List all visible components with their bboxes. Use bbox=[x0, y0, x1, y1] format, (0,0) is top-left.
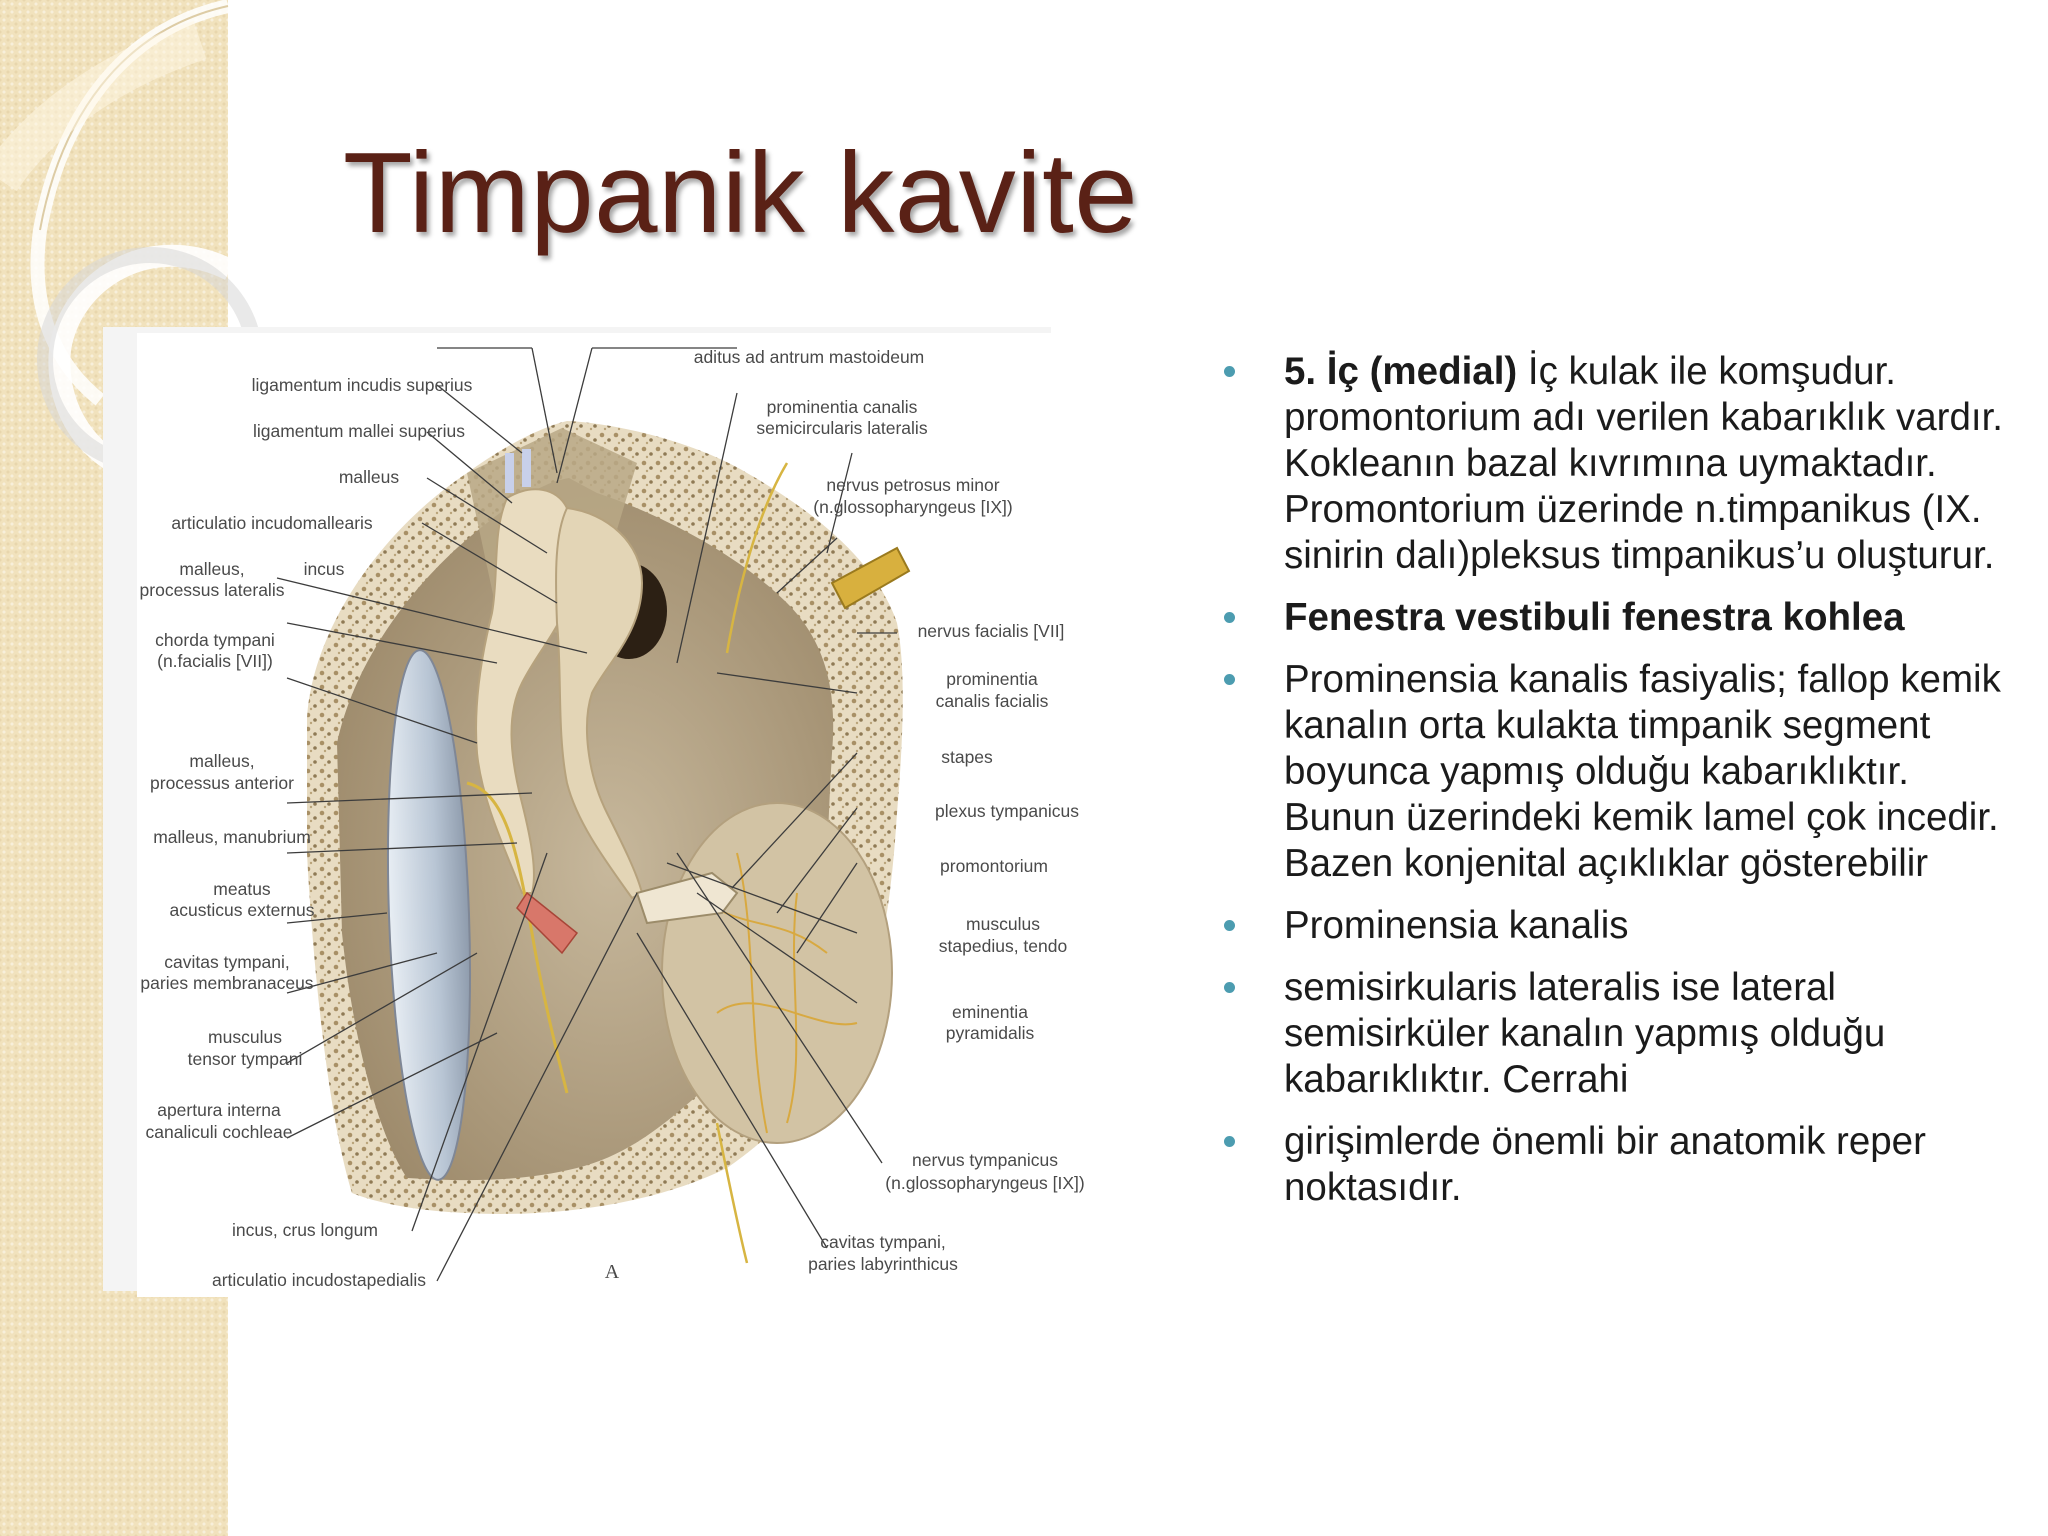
label-eminentia-1: eminentia bbox=[952, 1002, 1028, 1022]
label-crus-longum: incus, crus longum bbox=[232, 1220, 378, 1240]
label-cav-lab-1: cavitas tympani, bbox=[820, 1232, 946, 1252]
bullet-dot-icon bbox=[1224, 920, 1235, 931]
bullet-item bbox=[1222, 965, 2014, 1103]
label-malleus-ant-2: processus anterior bbox=[150, 773, 294, 793]
bullet-text: semisirkularis lateralis ise lateral semisirküler kanalın yapmış olduğu kabarıklıktır. Cerrahi bbox=[1284, 966, 1886, 1101]
bullet-dot-icon bbox=[1224, 674, 1235, 685]
bullet-item bbox=[1222, 657, 2014, 887]
bullet-list bbox=[1222, 349, 2014, 1227]
label-art-incudomall: articulatio incudomallearis bbox=[171, 513, 373, 533]
label-lig-incudis: ligamentum incudis superius bbox=[251, 375, 473, 395]
label-stapes: stapes bbox=[941, 747, 993, 767]
label-incus: incus bbox=[303, 559, 345, 579]
bullet-dot-icon bbox=[1224, 1136, 1235, 1147]
label-chorda-1: chorda tympani bbox=[155, 630, 275, 650]
label-apertura-2: canaliculi cochleae bbox=[145, 1122, 293, 1142]
label-tensor-1: musculus bbox=[208, 1027, 282, 1047]
bullet-text: girişimlerde önemli bir anatomik reper noktasıdır. bbox=[1284, 1120, 1926, 1209]
label-stapedius-2: stapedius, tendo bbox=[938, 936, 1068, 956]
tympanic-cavity-illustration bbox=[137, 333, 1085, 1297]
label-malleus-lat-2: processus lateralis bbox=[139, 580, 285, 600]
bullet-text: İç kulak ile komşudur. promontorium adı verilen kabarıklık vardır. Kokleanın bazal kıvrımına uymaktadır. Promontorium üzerinde n.timpanikus (IX. sinirin dalı)pleksus timpanikus’u oluşturur. bbox=[1284, 350, 2003, 577]
panel-letter: A bbox=[604, 1261, 620, 1283]
label-cav-memb-2: paries membranaceus bbox=[140, 973, 314, 993]
label-art-incudostap: articulatio incudostapedialis bbox=[211, 1270, 427, 1290]
label-prom-fac-1: prominentia bbox=[946, 669, 1038, 689]
promontory bbox=[662, 803, 892, 1143]
label-petrosus-2: (n.glossopharyngeus [IX]) bbox=[813, 497, 1013, 517]
label-prom-semi-2: semicircularis lateralis bbox=[756, 418, 928, 438]
label-meatus-1: meatus bbox=[213, 879, 271, 899]
label-malleus: malleus bbox=[338, 467, 400, 487]
label-eminentia-2: pyramidalis bbox=[945, 1023, 1035, 1043]
label-manubrium: malleus, manubrium bbox=[153, 827, 311, 847]
label-cav-lab-2: paries labyrinthicus bbox=[808, 1254, 958, 1274]
bullet-bold-text: 5. İç (medial) bbox=[1284, 350, 1518, 393]
label-tympanicus-2: (n.glossopharyngeus [IX]) bbox=[885, 1173, 1085, 1193]
label-malleus-ant-1: malleus, bbox=[189, 751, 255, 771]
label-stapedius-1: musculus bbox=[966, 914, 1040, 934]
label-chorda-2: (n.facialis [VII]) bbox=[157, 651, 273, 671]
bullet-dot-icon bbox=[1224, 612, 1235, 623]
label-plexus: plexus tympanicus bbox=[935, 801, 1079, 821]
label-prom-semi-1: prominentia canalis bbox=[766, 397, 918, 417]
label-facialis: nervus facialis [VII] bbox=[917, 621, 1065, 641]
label-malleus-lat-1: malleus, bbox=[179, 559, 245, 579]
label-tympanicus-1: nervus tympanicus bbox=[912, 1150, 1058, 1170]
anatomy-figure bbox=[137, 333, 1085, 1297]
label-apertura-1: apertura interna bbox=[157, 1100, 281, 1120]
label-lig-mallei: ligamentum mallei superius bbox=[252, 421, 466, 441]
label-promontorium: promontorium bbox=[940, 856, 1048, 876]
label-tensor-2: tensor tympani bbox=[187, 1049, 303, 1069]
bullet-dot-icon bbox=[1224, 366, 1235, 377]
bullet-text: Prominensia kanalis fasiyalis; fallop kemik kanalın orta kulakta timpanik segment boyunca yapmış olduğu kabarıklıktır. Bunun üzerindeki kemik lamel çok incedir. Bazen konjenital açıklıklar gösterebilir bbox=[1284, 658, 2001, 885]
bullet-item bbox=[1222, 595, 2014, 641]
label-prom-fac-2: canalis facialis bbox=[935, 691, 1049, 711]
bullet-item bbox=[1222, 1119, 2014, 1211]
bullet-dot-icon bbox=[1224, 982, 1235, 993]
bullet-text: Prominensia kanalis bbox=[1284, 904, 1629, 947]
bullet-bold-text: Fenestra vestibuli fenestra kohlea bbox=[1284, 596, 1905, 639]
label-petrosus-1: nervus petrosus minor bbox=[826, 475, 1000, 495]
label-aditus: aditus ad antrum mastoideum bbox=[693, 347, 925, 367]
bullet-item bbox=[1222, 903, 2014, 949]
bullet-item bbox=[1222, 349, 2014, 579]
cropped-label: Li bbox=[118, 893, 134, 915]
label-cav-memb-1: cavitas tympani, bbox=[164, 952, 290, 972]
slide-title: Timpanik kavite bbox=[343, 130, 1139, 257]
label-meatus-2: acusticus externus bbox=[169, 900, 315, 920]
